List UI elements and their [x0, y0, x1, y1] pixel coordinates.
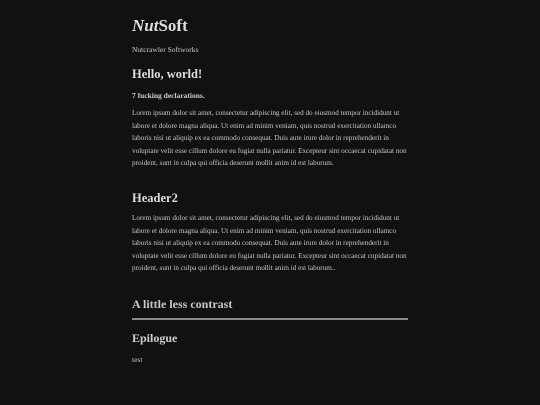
- header2-paragraph: Lorem ipsum dolor sit amet, consectetur adipiscing elit, sed do eiusmod tempor incididunt ut labore et dolore magna aliqua. Ut enim ad minim veniam, quis nostrud exercitation ullamco laboris nisi ut aliquip ex ea commodo consequat. Duis aute irure dolor in reprehenderit in voluptate velit esse cillum dolore eu fugiat nulla pariatur. Excepteur sint occaecat cupidatat non proident, sunt in culpa qui officia deserunt mollit anim id est laborum..: [132, 214, 407, 273]
- logo-regular-part: Soft: [158, 16, 188, 35]
- contrast-heading: A little less contrast: [132, 297, 233, 311]
- site-tagline: Nutcrawler Softworks: [132, 45, 199, 54]
- header2-heading: Header2: [132, 191, 178, 205]
- site-logo[interactable]: [132, 16, 188, 36]
- epilogue-text: test: [132, 355, 143, 364]
- hello-heading: Hello, world!: [132, 67, 203, 81]
- hello-subheading: 7 fucking declarations.: [132, 91, 205, 100]
- logo-italic-part: Nut: [132, 16, 159, 35]
- hello-paragraph: Lorem ipsum dolor sit amet, consectetur adipiscing elit, sed do eiusmod tempor incididunt ut labore et dolore magna aliqua. Ut enim ad minim veniam, quis nostrud exercitation ullamco laboris nisi ut aliquip ex ea commodo consequat. Duis aute irure dolor in reprehenderit in voluptate velit esse cillum dolore eu fugiat nulla pariatur. Excepteur sint occaecat cupidatat non proident, sunt in culpa qui officia deserunt mollit anim id est laborum.: [132, 109, 407, 168]
- horizontal-divider: [132, 318, 408, 320]
- epilogue-heading: Epilogue: [132, 331, 178, 345]
